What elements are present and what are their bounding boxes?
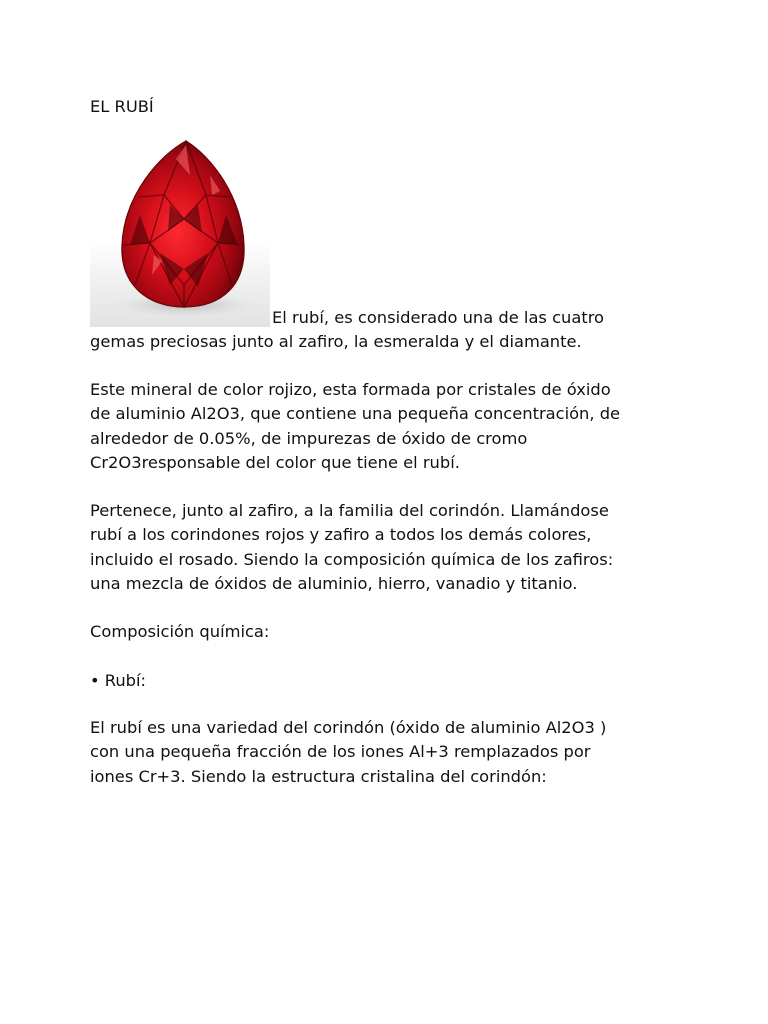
intro-line-1: El rubí, es considerado una de las cuatro: [272, 308, 605, 327]
variety-line-3: iones Cr+3. Siendo la estructura cristalina del corindón:: [90, 766, 547, 786]
mineral-line-3: alrededor de 0.05%, de impurezas de óxido de cromo: [90, 428, 528, 448]
bullet-item: [90, 669, 690, 693]
ruby-image: [90, 135, 270, 327]
mineral-line-2: de aluminio Al2O3, que contiene una pequeña concentración, de: [90, 404, 621, 424]
family-paragraph: [90, 499, 690, 597]
variety-line-2: con una pequeña fracción de los iones Al+3 remplazados por: [90, 742, 591, 762]
family-line-2: rubí a los corindones rojos y zafiro a todos los demás colores,: [90, 525, 592, 545]
family-line-1: Pertenece, junto al zafiro, a la familia del corindón. Llamándose: [90, 501, 609, 520]
mineral-line-4: Cr2O3responsable del color que tiene el rubí.: [90, 453, 460, 473]
document-title: EL RUBÍ: [90, 97, 154, 116]
family-line-3: incluido el rosado. Siendo la composición química de los zafiros:: [90, 549, 614, 569]
intro-paragraph: [90, 306, 690, 355]
variety-paragraph: [90, 716, 690, 789]
composition-heading: [90, 620, 690, 644]
variety-line-1: El rubí es una variedad del corindón (óxido de aluminio Al2O3 ): [90, 718, 607, 737]
mineral-line-1: Este mineral de color rojizo, esta formada por cristales de óxido: [90, 380, 611, 399]
mineral-paragraph: [90, 378, 690, 476]
composition-heading-text: Composición química:: [90, 622, 270, 641]
bullet-item-text: • Rubí:: [90, 671, 147, 690]
ruby-gem-icon: [90, 135, 270, 327]
intro-line-2: gemas preciosas junto al zafiro, la esmeralda y el diamante.: [90, 332, 582, 352]
family-line-4: una mezcla de óxidos de aluminio, hierro, vanadio y titanio.: [90, 574, 578, 594]
